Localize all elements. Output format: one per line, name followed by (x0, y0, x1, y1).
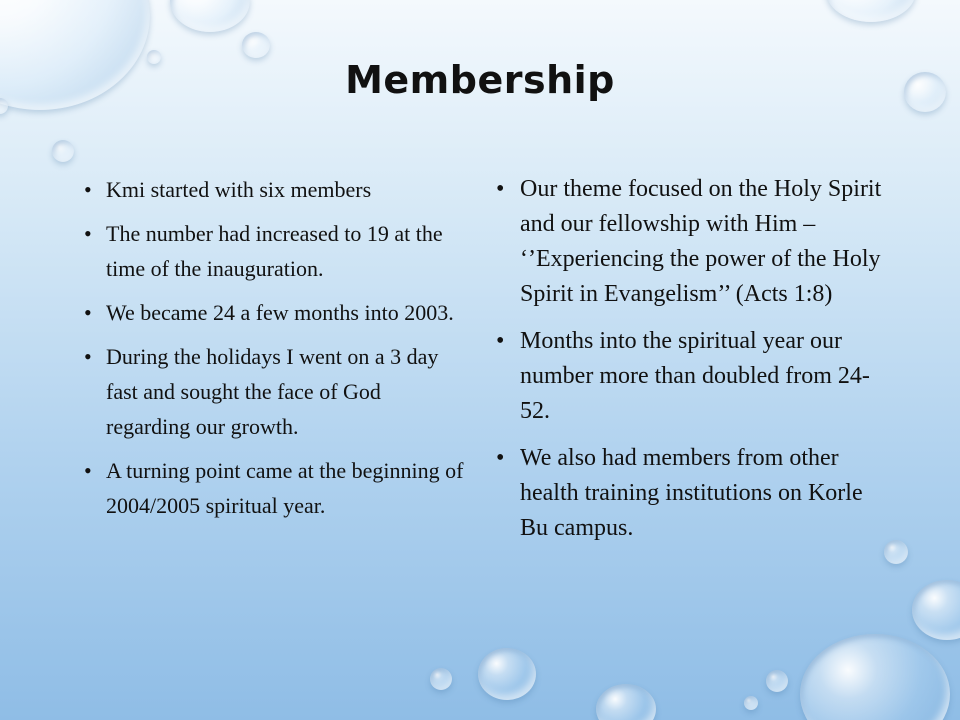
water-drop (912, 580, 960, 640)
list-item-text: Our theme focused on the Holy Spirit and our fellowship with Him – ‘’Experiencing the power of the Holy Spirit in Evangelism’’ (Acts 1:8) (520, 176, 882, 307)
list-item (84, 339, 464, 444)
bullet-icon: • (496, 176, 505, 202)
list-item-text: A turning point came at the beginning of 2004/2005 spiritual year. (106, 458, 464, 518)
bullet-icon: • (84, 300, 92, 325)
list-item (496, 324, 896, 429)
list-item (496, 441, 896, 546)
list-item (84, 295, 464, 330)
list-item-text: Kmi started with six members (106, 177, 372, 202)
right-bullet-list (496, 172, 896, 558)
bullet-icon: • (84, 177, 92, 202)
list-item-text: The number had increased to 19 at the time of the inauguration. (106, 221, 443, 281)
left-bullet-list (84, 172, 464, 532)
water-drop (826, 0, 916, 22)
bullet-icon: • (84, 344, 92, 369)
list-item-text: We also had members from other health training institutions on Korle Bu campus. (520, 445, 863, 541)
list-item-text: We became 24 a few months into 2003. (106, 300, 454, 325)
list-item (84, 216, 464, 286)
water-drop (800, 634, 950, 720)
list-item (496, 172, 896, 312)
water-drop (744, 696, 758, 710)
water-drop (52, 140, 74, 162)
list-item-text: During the holidays I went on a 3 day fast and sought the face of God regarding our growth. (106, 344, 439, 439)
water-drop (766, 670, 788, 692)
water-drop (430, 668, 452, 690)
water-drop (170, 0, 250, 32)
water-drop (478, 648, 536, 700)
slide-title: Membership (345, 58, 615, 102)
bullet-icon: • (496, 328, 505, 354)
water-drop (242, 32, 270, 58)
water-drop (596, 684, 656, 720)
bullet-icon: • (496, 445, 505, 471)
list-item (84, 453, 464, 523)
bullet-icon: • (84, 458, 92, 483)
bullet-icon: • (84, 221, 92, 246)
list-item (84, 172, 464, 207)
list-item-text: Months into the spiritual year our number more than doubled from 24-52. (520, 328, 870, 424)
